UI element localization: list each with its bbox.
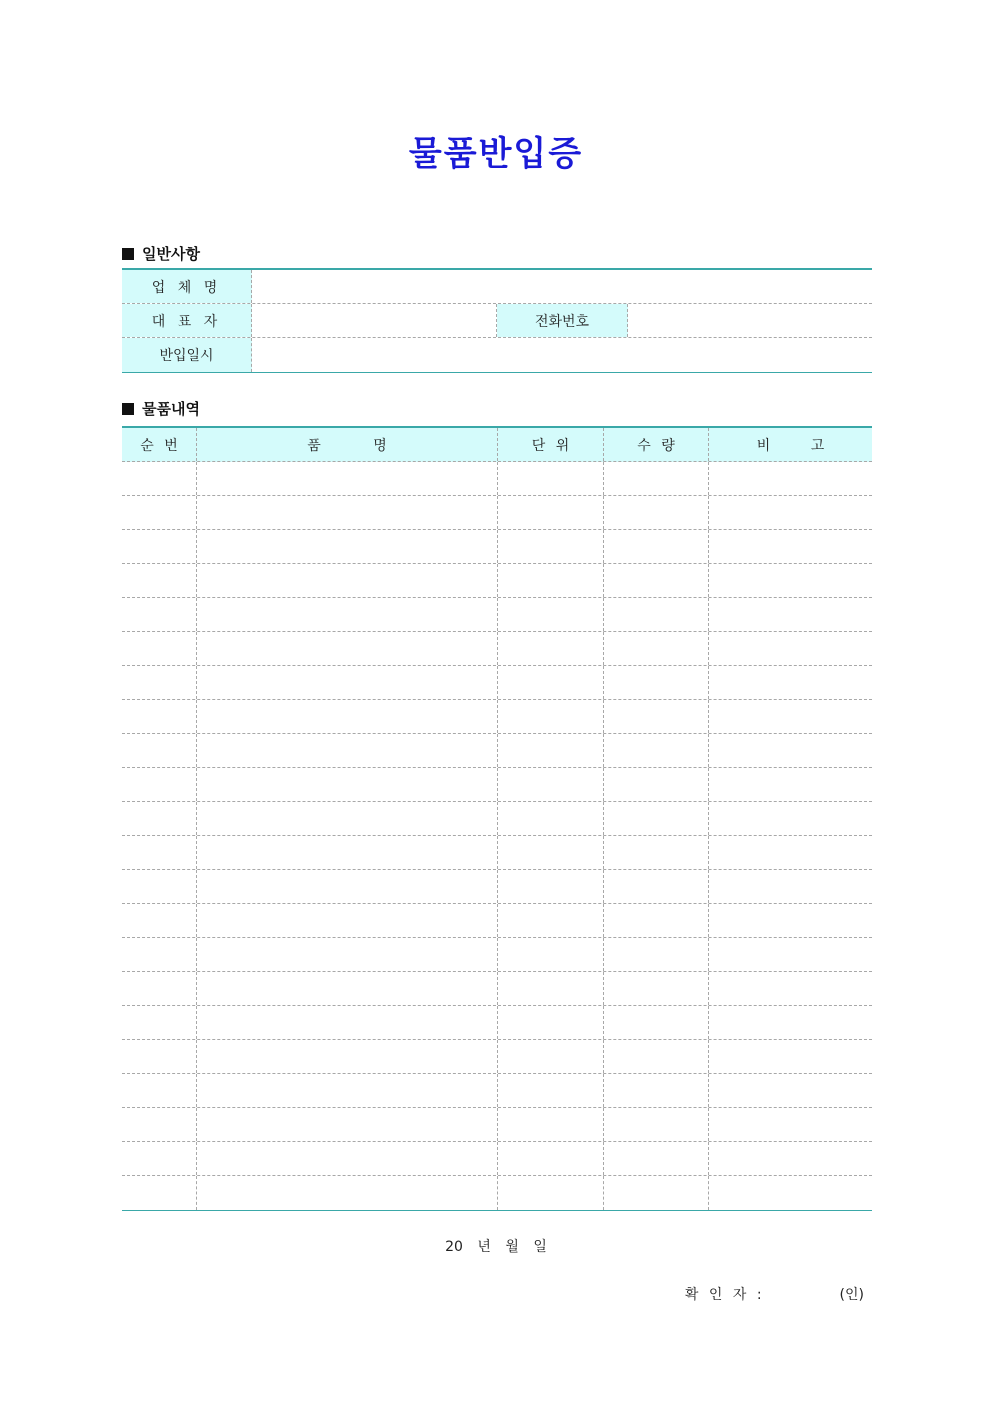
item-name-cell[interactable]: [197, 1074, 498, 1107]
item-remarks-cell[interactable]: [709, 802, 872, 835]
item-qty-cell[interactable]: [604, 530, 709, 563]
table-row: [122, 870, 872, 904]
square-bullet-icon: [122, 403, 134, 415]
table-row: [122, 598, 872, 632]
square-bullet-icon: [122, 248, 134, 260]
item-remarks-cell[interactable]: [709, 1142, 872, 1175]
table-row: [122, 1142, 872, 1176]
item-unit-cell[interactable]: [498, 734, 604, 767]
item-unit-cell[interactable]: [498, 870, 604, 903]
column-header-remarks: 비 고: [756, 437, 825, 454]
item-seq-cell[interactable]: [122, 1142, 197, 1175]
company-row: [122, 270, 872, 304]
items-table: [122, 426, 872, 1211]
item-name-cell[interactable]: [197, 1142, 498, 1175]
item-qty-cell[interactable]: [604, 734, 709, 767]
item-unit-cell[interactable]: [498, 768, 604, 801]
item-remarks-cell[interactable]: [709, 1074, 872, 1107]
item-unit-cell[interactable]: [498, 802, 604, 835]
item-qty-cell[interactable]: [604, 598, 709, 631]
item-seq-cell[interactable]: [122, 870, 197, 903]
item-qty-cell[interactable]: [604, 938, 709, 971]
table-row: [122, 1176, 872, 1210]
item-name-cell[interactable]: [197, 700, 498, 733]
item-unit-cell[interactable]: [498, 1142, 604, 1175]
item-unit-cell[interactable]: [498, 1074, 604, 1107]
item-name-cell[interactable]: [197, 768, 498, 801]
phone-label: 전화번호: [497, 304, 628, 337]
item-seq-cell[interactable]: [122, 1040, 197, 1073]
item-name-cell[interactable]: [197, 734, 498, 767]
item-remarks-cell[interactable]: [709, 972, 872, 1005]
item-qty-cell[interactable]: [604, 1108, 709, 1141]
item-seq-cell[interactable]: [122, 1074, 197, 1107]
item-qty-cell[interactable]: [604, 972, 709, 1005]
phone-value-field[interactable]: [628, 304, 872, 337]
item-remarks-cell[interactable]: [709, 768, 872, 801]
table-row: [122, 836, 872, 870]
item-remarks-cell[interactable]: [709, 462, 872, 495]
item-seq-cell[interactable]: [122, 1108, 197, 1141]
table-row: [122, 802, 872, 836]
column-header-unit: 단 위: [498, 428, 604, 461]
item-seq-cell[interactable]: [122, 972, 197, 1005]
item-remarks-cell[interactable]: [709, 530, 872, 563]
item-qty-cell[interactable]: [604, 632, 709, 665]
items-heading-text: 물품내역: [142, 400, 200, 418]
item-unit-cell[interactable]: [498, 836, 604, 869]
item-remarks-cell[interactable]: [709, 564, 872, 597]
item-name-cell[interactable]: [197, 530, 498, 563]
item-remarks-cell[interactable]: [709, 632, 872, 665]
table-row: [122, 700, 872, 734]
item-remarks-cell[interactable]: [709, 904, 872, 937]
item-name-cell[interactable]: [197, 496, 498, 529]
item-name-cell[interactable]: [197, 802, 498, 835]
item-name-cell[interactable]: [197, 462, 498, 495]
table-row: [122, 734, 872, 768]
item-qty-cell[interactable]: [604, 1006, 709, 1039]
item-remarks-cell[interactable]: [709, 700, 872, 733]
page-title: 물품반입증: [408, 134, 584, 174]
items-section-heading: [122, 398, 200, 419]
item-name-cell[interactable]: [197, 564, 498, 597]
table-row: [122, 564, 872, 598]
item-name-cell[interactable]: [197, 1040, 498, 1073]
item-unit-cell[interactable]: [498, 564, 604, 597]
table-row: [122, 530, 872, 564]
items-header-row: [122, 428, 872, 462]
item-qty-cell[interactable]: [604, 870, 709, 903]
confirmer-line: [685, 1284, 864, 1304]
column-header-name: 품 명: [197, 428, 498, 461]
representative-value-field[interactable]: [252, 304, 497, 337]
column-header-seq: 순 번: [122, 428, 197, 461]
item-name-cell[interactable]: [197, 666, 498, 699]
item-remarks-cell[interactable]: [709, 496, 872, 529]
item-name-cell[interactable]: [197, 1006, 498, 1039]
item-qty-cell[interactable]: [604, 1176, 709, 1210]
item-qty-cell[interactable]: [604, 904, 709, 937]
item-remarks-cell[interactable]: [709, 1108, 872, 1141]
item-qty-cell[interactable]: [604, 1040, 709, 1073]
item-qty-cell[interactable]: [604, 768, 709, 801]
item-qty-cell[interactable]: [604, 666, 709, 699]
table-row: [122, 666, 872, 700]
table-row: [122, 632, 872, 666]
item-name-cell[interactable]: [197, 598, 498, 631]
item-remarks-cell[interactable]: [709, 1176, 872, 1210]
item-unit-cell[interactable]: [498, 1108, 604, 1141]
item-qty-cell[interactable]: [604, 1142, 709, 1175]
item-name-cell[interactable]: [197, 632, 498, 665]
item-unit-cell[interactable]: [498, 700, 604, 733]
table-row: [122, 496, 872, 530]
general-info-table: [122, 268, 872, 373]
item-qty-cell[interactable]: [604, 462, 709, 495]
item-seq-cell[interactable]: [122, 496, 197, 529]
item-remarks-cell[interactable]: [709, 1040, 872, 1073]
general-heading-text: 일반사항: [142, 245, 200, 263]
item-qty-cell[interactable]: [604, 496, 709, 529]
table-row: [122, 972, 872, 1006]
item-unit-cell[interactable]: [498, 972, 604, 1005]
table-row: [122, 1074, 872, 1108]
item-remarks-cell[interactable]: [709, 666, 872, 699]
item-unit-cell[interactable]: [498, 530, 604, 563]
item-name-cell[interactable]: [197, 870, 498, 903]
item-remarks-cell[interactable]: [709, 598, 872, 631]
table-row: [122, 904, 872, 938]
column-header-qty: 수 량: [604, 428, 709, 461]
representative-label: 대 표 자: [122, 304, 252, 337]
item-qty-cell[interactable]: [604, 802, 709, 835]
entry-date-value-field[interactable]: [252, 338, 872, 372]
item-seq-cell[interactable]: [122, 836, 197, 869]
item-seq-cell[interactable]: [122, 632, 197, 665]
general-section-heading: [122, 243, 200, 264]
item-name-cell[interactable]: [197, 938, 498, 971]
item-remarks-cell[interactable]: [709, 870, 872, 903]
item-seq-cell[interactable]: [122, 598, 197, 631]
table-row: [122, 1040, 872, 1074]
item-name-cell[interactable]: [197, 1176, 498, 1210]
confirmer-label: 확 인 자 :: [684, 1287, 762, 1303]
issue-date-line: 20 년 월 일: [445, 1239, 547, 1255]
item-seq-cell[interactable]: [122, 700, 197, 733]
table-row: [122, 768, 872, 802]
item-seq-cell[interactable]: [122, 564, 197, 597]
item-qty-cell[interactable]: [604, 564, 709, 597]
item-seq-cell[interactable]: [122, 802, 197, 835]
item-name-cell[interactable]: [197, 904, 498, 937]
item-qty-cell[interactable]: [604, 836, 709, 869]
item-seq-cell[interactable]: [122, 1006, 197, 1039]
table-row: [122, 1108, 872, 1142]
item-unit-cell[interactable]: [498, 462, 604, 495]
item-unit-cell[interactable]: [498, 496, 604, 529]
item-unit-cell[interactable]: [498, 1006, 604, 1039]
entry-date-row: [122, 338, 872, 372]
item-seq-cell[interactable]: [122, 462, 197, 495]
seal-mark: (인): [839, 1287, 864, 1303]
item-name-cell[interactable]: [197, 1108, 498, 1141]
item-seq-cell[interactable]: [122, 1176, 197, 1210]
item-remarks-cell[interactable]: [709, 836, 872, 869]
item-remarks-cell[interactable]: [709, 1006, 872, 1039]
item-qty-cell[interactable]: [604, 1074, 709, 1107]
item-remarks-cell[interactable]: [709, 938, 872, 971]
item-unit-cell[interactable]: [498, 632, 604, 665]
company-value-field[interactable]: [252, 270, 872, 303]
item-seq-cell[interactable]: [122, 768, 197, 801]
item-unit-cell[interactable]: [498, 904, 604, 937]
item-unit-cell[interactable]: [498, 938, 604, 971]
table-row: [122, 938, 872, 972]
item-seq-cell[interactable]: [122, 530, 197, 563]
item-remarks-cell[interactable]: [709, 734, 872, 767]
item-seq-cell[interactable]: [122, 666, 197, 699]
item-unit-cell[interactable]: [498, 598, 604, 631]
item-seq-cell[interactable]: [122, 938, 197, 971]
representative-row: [122, 304, 872, 338]
item-unit-cell[interactable]: [498, 666, 604, 699]
table-row: [122, 462, 872, 496]
item-unit-cell[interactable]: [498, 1040, 604, 1073]
table-row: [122, 1006, 872, 1040]
item-name-cell[interactable]: [197, 836, 498, 869]
item-seq-cell[interactable]: [122, 904, 197, 937]
company-label: 업 체 명: [122, 270, 252, 303]
item-qty-cell[interactable]: [604, 700, 709, 733]
item-seq-cell[interactable]: [122, 734, 197, 767]
item-unit-cell[interactable]: [498, 1176, 604, 1210]
entry-date-label: 반입일시: [122, 338, 252, 372]
item-name-cell[interactable]: [197, 972, 498, 1005]
